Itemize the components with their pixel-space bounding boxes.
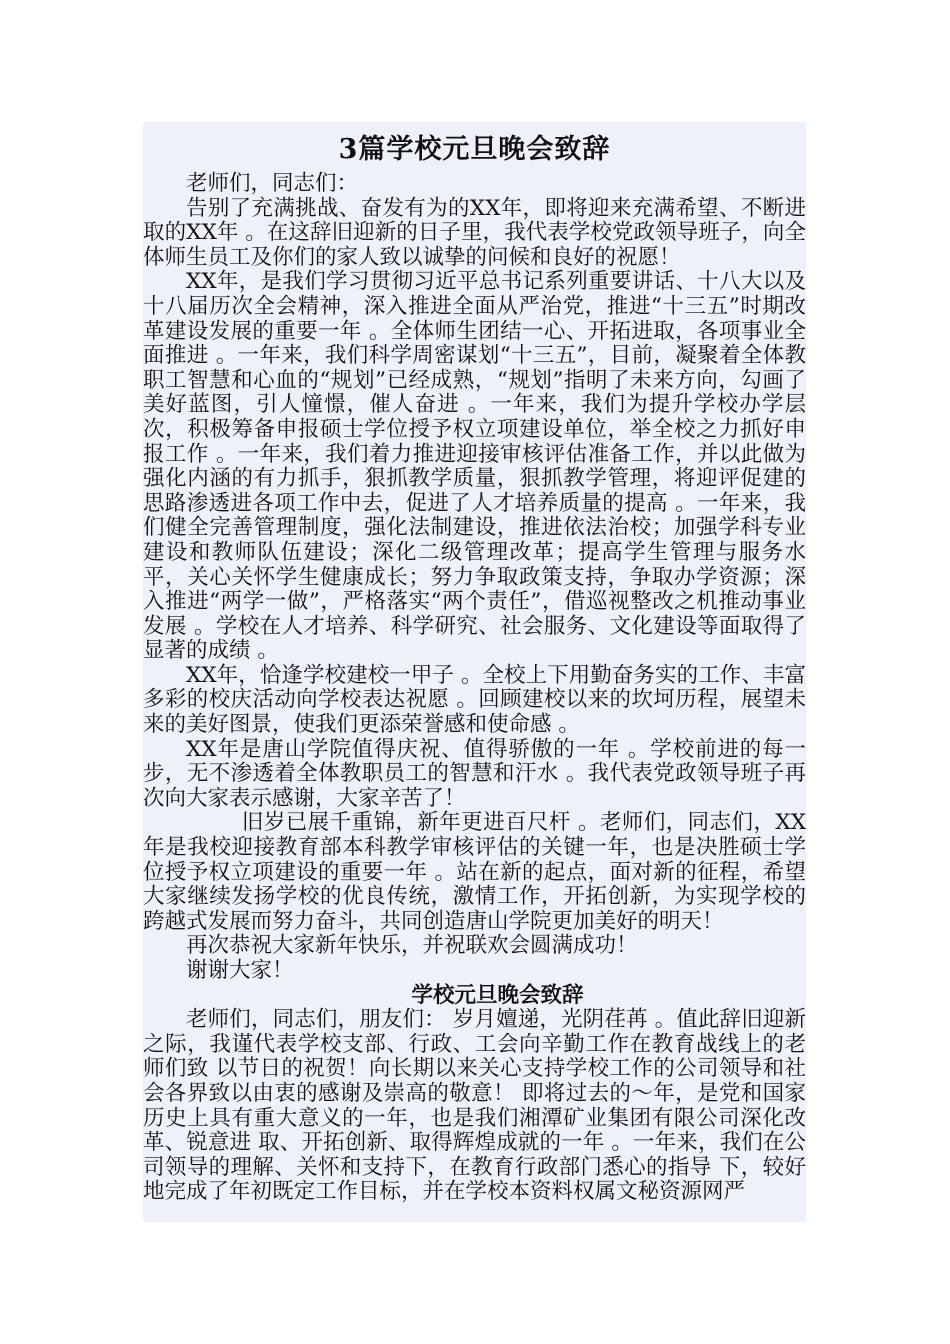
paragraph: 旧岁已展千重锦，新年更进百尺杆 。老师们，同志们，XX年是我校迎接教育部本科教学审核评估的关键一年，也是决胜硕士学位授予权立项建设的重要一年 。站在新的起点，面对新的征程，希望大家继续发扬学校的优良传统，激情工作，开拓创新，为实现学校的跨越式发展而努力奋斗，共同创造唐山学院更加美好的明天！ (143, 810, 806, 934)
paragraph: 告别了充满挑战、奋发有为的XX年，即将迎来充满希望、不断进取的XX年 。在这辞旧迎新的日子里，我代表学校党政领导班子，向全体师生员工及你们的家人致以诚挚的问候和良好的祝愿！ (143, 195, 806, 270)
document-body (143, 122, 806, 1222)
closing-thanks: 谢谢大家！ (186, 958, 294, 983)
paragraph: XX年是唐山学院值得庆祝、值得骄傲的一年 。学校前进的每一步，无不渗透着全体教职员工的智慧和汗水 。我代表党政领导班子再次向大家表示感谢，大家辛苦了！ (143, 736, 806, 811)
salutation: 老师们，同志们： (186, 171, 359, 196)
paragraph: 再次恭祝大家新年快乐，并祝联欢会圆满成功！ (186, 933, 638, 959)
paragraph: XX年，恰逢学校建校一甲子 。全校上下用勤奋务实的工作、丰富多彩的校庆活动向学校表达祝愿 。回顾建校以来的坎坷历程，展望未来的美好图景，使我们更添荣誉感和使命感 。 (143, 662, 806, 738)
section-title: 学校元旦晚会致辞 (411, 982, 584, 1008)
paragraph: 老师们，同志们，朋友们： 岁月嬗递，光阴荏苒 。值此辞旧迎新之际，我谨代表学校支部、行政、工会向辛勤工作在教育战线上的老师们致 以节日的祝贺！向长期以来关心支持学校工作的公司领导和社会各界致以由衷的感谢及崇高的敬意！ 即将过去的～年，是党和国家历史上具有重大意义的一年，也是我们湘潭矿业集团有限公司深化改革、锐意进 取、开拓创新、取得辉煌成就的一年 。一年来，我们在公司领导的理解、关怀和支持下，在教育行政部门悉心的指导 下，较好地完成了年初既定工作目标，并在学校本资料权属文秘资源网严 (143, 1007, 806, 1205)
document-title: 3篇学校元旦晚会致辞 (338, 134, 611, 165)
paragraph: XX年，是我们学习贯彻习近平总书记系列重要讲话、十八大以及十八届历次全会精神，深入推进全面从严治党，推进“十三五”时期改革建设发展的重要一年 。全体师生团结一心、开拓进取，各项事业全面推进 。一年来，我们科学周密谋划“十三五”，目前，凝聚着全体教职工智慧和心血的“规划”已经成熟，“规划”指明了未来方向，勾画了美好蓝图，引人憧憬，催人奋进 。一年来，我们为提升学校办学层次，积极筹备申报硕士学位授予权立项建设单位，举全校之力抓好申报工作 。一年来，我们着力推进迎接审核评估准备工作，并以此做为强化内涵的有力抓手，狠抓教学质量，狠抓教学管理，将迎评促建的思路渗透进各项工作中去，促进了人才培养质量的提高 。一年来，我们健全完善管理制度，强化法制建设，推进依法治校；加强学科专业建设和教师队伍建设；深化二级管理改革；提高学生管理与服务水平，关心关怀学生健康成长；努力争取政策支持，争取办学资源；深入推进“两学一做”，严格落实“两个责任”，借巡视整改之机推动事业发展 。学校在人才培养、科学研究、社会服务、文化建设等面取得了显著的成绩 。 (143, 269, 806, 664)
